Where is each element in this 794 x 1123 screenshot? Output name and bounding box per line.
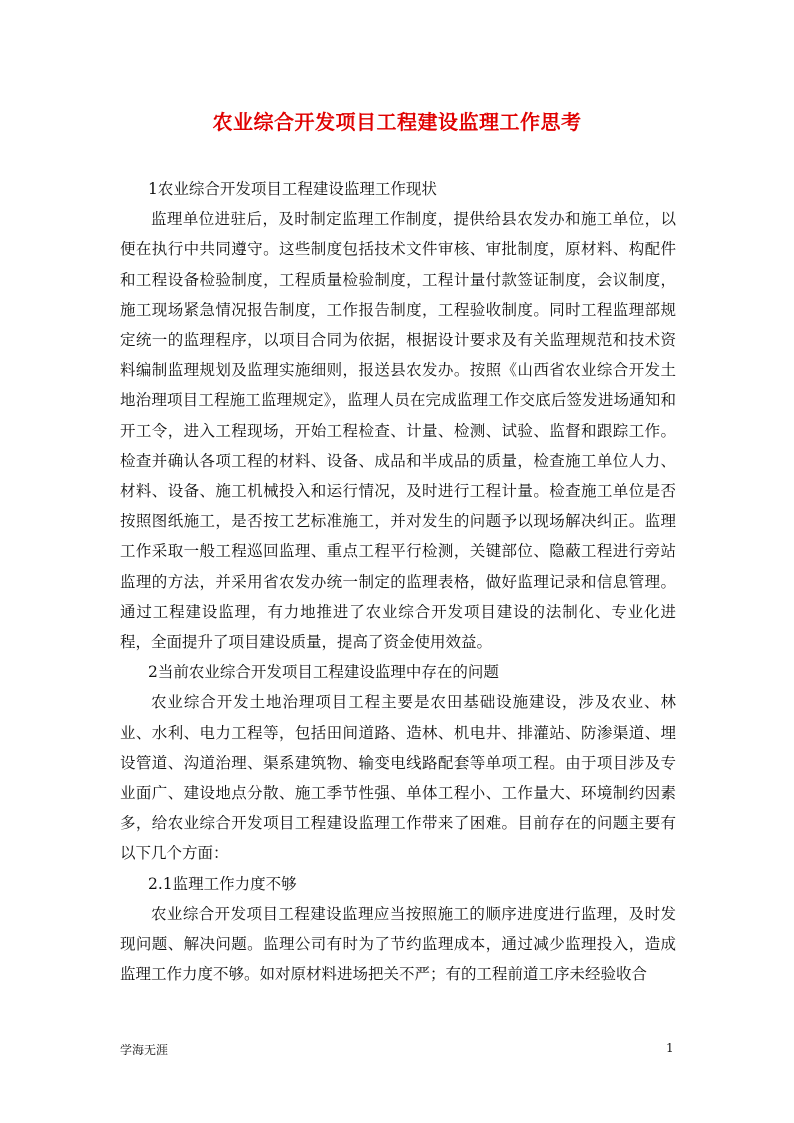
section-2-paragraph: 农业综合开发土地治理项目工程主要是农田基础设施建设，涉及农业、林业、水利、电力工程等，包括田间道路、造林、机电井、排灌站、防渗渠道、埋设管道、沟道治理、渠系建筑物、输变电线路配套等单项工程。由于项目涉及专业面广、建设地点分散、施工季节性强、单体工程小、工作量大、环境制约因素多，给农业综合开发项目工程建设监理工作带来了困难。目前存在的问题主要有以下几个方面： [120, 693, 676, 863]
document-title: 农业综合开发项目工程建设监理工作思考 [212, 110, 582, 134]
section-2-1-paragraph: 农业综合开发项目工程建设监理应当按照施工的顺序进度进行监理，及时发现问题、解决问题。监理公司有时为了节约监理成本，通过减少监理投入，造成监理工作力度不够。如对原材料进场把关不严；有的工程前道工序未经验收合 [120, 904, 676, 984]
footer-text: 学海无涯 [120, 1043, 169, 1057]
document-body [120, 174, 676, 989]
page-number: 1 [666, 1041, 674, 1055]
section-1-heading: 1农业综合开发项目工程建设监理工作现状 [148, 180, 437, 198]
section-2-1-heading: 2.1监理工作力度不够 [148, 874, 297, 893]
section-1-paragraph: 监理单位进驻后，及时制定监理工作制度，提供给县农发办和施工单位，以便在执行中共同遵守。这些制度包括技术文件审核、审批制度，原材料、构配件和工程设备检验制度，工程质量检验制度，工程计量付款签证制度，会议制度，施工现场紧急情况报告制度，工作报告制度，工程验收制度。同时工程监理部规定统一的监理程序，以项目合同为依据，根据设计要求及有关监理规范和技术资料编制监理规划及监理实施细则，报送县农发办。按照《山西省农业综合开发土地治理项目工程施工监理规定》，监理人员在完成监理工作交底后签发进场通知和开工令，进入工程现场，开始工程检查、计量、检测、试验、监督和跟踪工作。检查并确认各项工程的材料、设备、成品和半成品的质量，检查施工单位人力、材料、设备、施工机械投入和运行情况，及时进行工程计量。检查施工单位是否按照图纸施工，是否按工艺标准施工，并对发生的问题予以现场解决纠正。监理工作采取一般工程巡回监理、重点工程平行检测，关键部位、隐蔽工程进行旁站监理的方法，并采用省农发办统一制定的监理表格，做好监理记录和信息管理。通过工程建设监理，有力地推进了农业综合开发项目建设的法制化、专业化进程，全面提升了项目建设质量，提高了资金使用效益。 [120, 210, 676, 652]
section-2-heading: 2当前农业综合开发项目工程建设监理中存在的问题 [148, 663, 499, 682]
